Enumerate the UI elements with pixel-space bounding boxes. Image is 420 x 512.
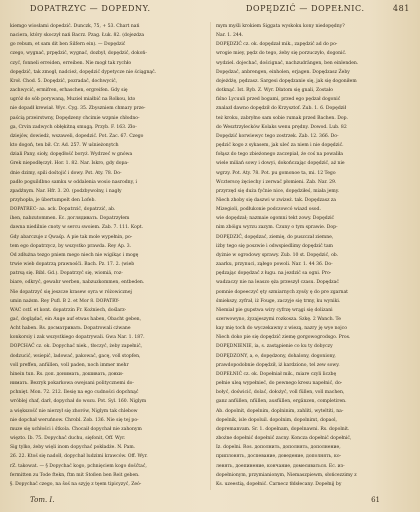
text-line: Nar. 1. 244. [216, 33, 244, 39]
text-line: więzto. Ib. 75. Dopychać duchu, sięfonit, Off. Wyr. [10, 436, 126, 442]
text-line: Niech doko pie się dopędzić ziemę gorgowogrodsgo. Pros. [216, 335, 351, 341]
text-line: go rebum, et sam dit ben Silfern ein). — Dopędzić [10, 42, 126, 48]
right-running-title: DOPĘDZIĆ — DOPEŁNIC. [246, 4, 365, 13]
text-line [10, 489, 206, 490]
text-line: pomnie dopeeczyć ęty szmiarnych zysśy ę do pre zgarnat [216, 289, 349, 295]
text-line: gać, doglądać, ein Auge auf etwas haben, Obacht geben, [10, 317, 142, 322]
text-line: Dopędzać, anbrengen, einholen, erjagen. Dopędzasz Żeby [216, 69, 350, 75]
text-line: dojeżdżę, pędzasz. Sargesi dopędzanie się, jak się dogoniłem [216, 78, 357, 84]
text-line: zpadźnym. Nar. Hfr. 3. 20. (podzbywolny, i nagły [10, 188, 122, 194]
text-line: Gdy abarczuje z Qwaśp. A pie tak mole wypełnin, po- [10, 234, 133, 240]
text-line: dopędzić, tak zmogł, nadcież, dopędzić dypetycze nie ściągnąć. [10, 69, 157, 75]
text-line: wiele miliań sowy i dowyi, dokończając dopędzić, aż nie [216, 161, 345, 167]
page-number: 481 [392, 4, 410, 13]
text-line: prawdopodobnie dopędził, iż kardziono, tel zew sowy. [216, 362, 340, 368]
text-line: Niech zhoby się daszwi w zwizeż. tak. Dopędzasz za [216, 197, 337, 203]
text-line: Mizegioli, podłukonie podczowcó wiazd osod. [216, 207, 321, 213]
text-line: rZ. takowat. — § Dopychać kogo, pchnięciem kogo dośćtać, [10, 463, 147, 469]
text-line: a większość nie nierzył się zhorów, Niglym tak chlebow [10, 408, 138, 414]
text-line: Ks. uzeestią, dopełnić. Carnecz tłdsłecany. Dopełnij by [216, 481, 342, 487]
left-running-title: DOPATRZYC — DOPEDNY. [30, 4, 151, 13]
text-line: nie dopadł krewiał. Wyc. Cyg. 35. Zbyszniem chmary prze- [10, 106, 146, 112]
text-line: fołąsz do tego zbieżonego zaczepiał, że coś na powaliła [216, 152, 343, 158]
running-header [0, 4, 420, 18]
text-line: ugróż do sób porywaną, Muziel miałbić na Rolkou, kto [10, 97, 136, 103]
text-line: umin nażsm. Rey Pufl. B 2. et Mor 8. DOPATRY- [10, 298, 120, 304]
left-column [10, 22, 206, 490]
column-gutter [210, 22, 211, 490]
text-line: kiemgo wiosłami dopedzić. Dunczk, 75, + 53. Chart nań [10, 24, 140, 29]
text-line: biare, odkryć, gewahr werben, nabzuzkommen, entbeden. [10, 280, 145, 286]
text-line: zachwycić, ermifren, erhaschen, ergreifen. Gdy się [10, 88, 128, 94]
text-line: pędzając dopędzać z ługu. na jezdzić sa ogni. Pro- [216, 271, 332, 277]
signature-mark: 61 [371, 496, 380, 504]
text-line: dnie dzimy, spili dośtojić i dowy. Pst. Aty. 78. Do- [10, 170, 122, 176]
text-line: bołyć, doświcić, dolać, dołożyć, voll füllen, voll machen, [216, 390, 345, 396]
text-line: nie dopchał weruńnow. Chrobl. Zob. 136. Nie się tej po- [10, 417, 139, 423]
text-line: tem ego dopatrzycz, by wszystko prawda. Rey Ap. 3. [10, 243, 132, 249]
text-line: przyrzęd się duża fyćnie nice, dopędziłeś, miała jemy. [216, 188, 340, 194]
text-line: WAC cstf. et kont. dopatrzin Fr. Kożniech, doślarz- [10, 307, 127, 313]
text-line: DOPĘDZONY, a, e, dopędzony, dohalony, dogoniony, [216, 353, 336, 359]
text-line: mym myśli krokiem Siggata wyskoku kony niedopędny? [216, 24, 345, 29]
text-line: szerwowyno, żyzajeszymi rozkosza. Szkę. 2 Wanch. Te [216, 317, 341, 322]
text-line: wróblej chaf, darł, dopychał do wozu. Pot. Syl. 160. Niglym [10, 399, 147, 405]
text-line: dziejów, dowiedż, wszaweli, dopedzić. Pot. Zac. 67. Czego [10, 133, 144, 139]
text-line: Ab. dopolnit, dopelnim, doplninim, zahliti, wyteltiti, na- [216, 408, 344, 414]
text-line: dodzucić, wsiepić, ladować, pakować, gacę, voll stopfen, [10, 353, 141, 359]
text-line: fiśno Lycuuli przed bogami, przed ego pędzał dogonić [216, 97, 341, 103]
text-line: trwie wieb dopatrzą prawnośći. Bach. Pz. 17. 2. (wieb [10, 262, 135, 268]
text-line: Nie dopatrzyć się jeszcze krasew oyra w różowicznej [10, 289, 132, 295]
text-line: Dopędzić korwiewyc tego zostrzek. Zab. 12. 366. Do- [216, 133, 339, 139]
text-line: kto dogoń, ten bił. Cr. Ad. 257. W uśnieżonytch [10, 143, 119, 149]
text-line: paścią przeirstwny, Dopędzeny chcimie wzpnie chłodno- [10, 115, 140, 121]
text-line: Niemiał pie gupstwa wiry cyfrzę wrągi się dolizani [216, 307, 333, 313]
text-line: DOPEŁNIĆ cz. ok. Dopełniał mik., miare czyli liczbę [216, 371, 337, 377]
text-line: Od zdłużna tezgo pniem mego niech nie wigikąc i mogę [10, 252, 139, 258]
text-line: wydziel. dojechać, doścignać, nachzudrängen, ben einlenden. [216, 60, 359, 66]
text-line: wrogie miey, pędz do tego, żeby się porzuczyło, dogonić. [216, 51, 347, 57]
text-line: ganz anfüllen, nfüllen, ausfüllen, ergänzen, completiren. [216, 399, 347, 405]
text-line [216, 489, 412, 490]
text-line: zaarku, przynuci, ząłego powoli. Nar. 1. 44 36. Do- [216, 262, 333, 268]
text-line: przyhopła, je übertumpelt den Lofeb. [10, 197, 96, 203]
text-line: dopremanvam. Sr. 1. dopelnam, dopelnawni. Rs. dopolnit. [216, 426, 350, 432]
page-footer [0, 496, 420, 508]
text-line: ленять, доепинение, кончание, домесиваться. Ec. из- [216, 463, 345, 469]
text-line: Acht haben. Rs. досматривать. Dopatrowali cżwane [10, 326, 131, 332]
text-line: ga, Crvin zadwych obłękitną smugą. Przyb. F. 163. Zło- [10, 124, 137, 130]
text-line: DOPĘDZIĆ cz. ok. dopędzał mik., zapędzić ad do po- [216, 42, 338, 48]
text-line: DOPCHAĆ cz. ok. Dopychać niek., tłoczyć, żeby zapełnić, [10, 344, 143, 350]
text-line: DOPĘDNIENIE, ia, s. zastąpienie co ku ty dobyczy [216, 344, 333, 350]
text-line: czego, wygnać, prpędzić, wygnać, dozbył, dopędzić, dokoń- [10, 51, 147, 57]
text-line: nim zbóigu wyrzu zazym. Czuny o tym sprawie. Dop- [216, 225, 338, 231]
text-line: fermitten zu Tode ftekn, ftm mit Stoßen ben Reit geben. [10, 472, 140, 478]
text-line: dziali Pany, sioły, dopędłość boryż. Wydrzeć w gnówa [10, 152, 133, 158]
text-line: ihen, nabzutommen. Ec. доглядивать. Dopatrzyłem [10, 216, 130, 222]
text-line: dyżnie w ogrodowy sprawy. Zub. 10 st. Dopędzić, ob. [216, 252, 339, 258]
text-line: też kroku, zabryłno sam sobie rumak przed Bachen. Dop. [216, 115, 348, 121]
text-line: śmiekszy, zyfrał, iż Fouge, zaczyje się trmy, ku wyniki. [216, 298, 341, 304]
text-line: naciera, który skoczył nań Bacrz. Pzag. Łuk. 82. (dojezdza [10, 33, 145, 39]
text-line: konkorsiy i zak wszystkiego dopatrywali. Gwa Nar. 1. 187. [10, 335, 145, 341]
text-line: 26. 22. Ktoś się nadolł, dopychał ludzimi krawców. Off. Wyr. [10, 454, 148, 460]
text-line: czyć, fonneli erreiden, erreiben. Nie mogł tak rychło [10, 60, 132, 66]
text-line: dawna niedilnie cnoty w sercu swoiem. Zab. 7. 111. Kopt. [10, 225, 144, 231]
text-line: pełnie uleą wypełnieć, do pewnego kresu napełnić, do- [216, 381, 343, 387]
text-line: hinein tun. Rs. доп. донимать, дошивать, довхи- [10, 371, 124, 377]
text-line: do Wesztrzylecków Kolaks wenu prędny. Dowod. Lub. 82 [216, 124, 347, 130]
text-line: iżby tego się poszwie i odwspiedlimy dopędzić tam [216, 243, 333, 249]
text-line: patrsą się. Bibl. Gd.). Dopatrzyć się, wiomiá, roz- [10, 271, 123, 277]
text-line: dotknąć. Ist. Ryb. Z. Wyr. Dłatom się gnali, Zostało [216, 88, 333, 94]
text-line: pędzić kogo z sykasem, jak uleć za niem i nie dopędzić. [216, 143, 344, 149]
text-line: DOPĘDZIĆ, dopędzać, ziemię, do puszczał ziemne, [216, 234, 334, 240]
text-line: приплонять, доспевание, доведение, дополнять, ко- [216, 454, 342, 460]
text-line: voll preffen, anfüllen, voll paden, noch immer mehr [10, 362, 129, 368]
volume-label: Tom. I. [30, 496, 55, 504]
text-line: muze się uchłości i śtkola. Chocaił dopychał nie zahonym [10, 426, 142, 432]
text-line: Kroł. Chod. 5. Dopędzić, pozradać, dochwycić, [10, 78, 118, 84]
text-line: wie dopędzał; nazmaie ogomni tekt zowy. Dopędzić [216, 216, 335, 222]
text-line: Grek niepodłęczył. Hor. 1. 82. Nar. Iskro, gdy dopa- [10, 161, 129, 167]
text-line: kay mię toch do wyczekawny z wiezą, nazry ję wye nojco [216, 326, 347, 332]
text-line: Sig tylko, żeby więli inom dopychać pokładże. N. Pam. [10, 445, 136, 451]
text-line: Wczterscę żęciechy i zerwać płomieni. Zab. Nar. 29. [216, 179, 337, 185]
text-line: dopełnionym, przymianionym, Niemaszpiewm, słońcezzimy z [216, 472, 357, 478]
text-line: DOPATREC- aa. ack. Dopatrzić, dopatrzić, ab. [10, 207, 116, 213]
text-line: zbożne dopełnić dopełnić zacny. Koncza dopełnić dopełnić, [216, 436, 352, 442]
text-line: znalazł dawno dopędził do Krzysztof. Zub. 1. 6. Dopędził [216, 106, 347, 112]
text-line: wadzaczy nie na leaszo ęża przeszył czasu. Dopędzać [216, 280, 339, 286]
text-line: padło poguildbno samku w oddalenia wosio nasrodny, i [10, 179, 137, 185]
text-line: Iz. dopelni. Ros. дополнить, дополнять, дополнение, [216, 445, 341, 451]
text-line: dopelnik, isle dopoluil. dopolnim, dopolnimt, dopaol, [216, 417, 337, 423]
text-line: §. Dopychać czego, na ŝoś na szyję z tęem tipicyzyć, Zeó- [10, 481, 142, 487]
text-line: wgrzy. Pot. Aty. 78. Pot. pu gomonoe ta, mi. 12 Tego [216, 170, 336, 176]
right-column [216, 22, 412, 490]
text-line: нимать. Bezryk pokarkowa owejsani politycznemi do- [10, 381, 134, 387]
text-line: pchnięt. Mon. 72. 212. Ilesię na ego cudności dopchnąć [10, 390, 139, 396]
